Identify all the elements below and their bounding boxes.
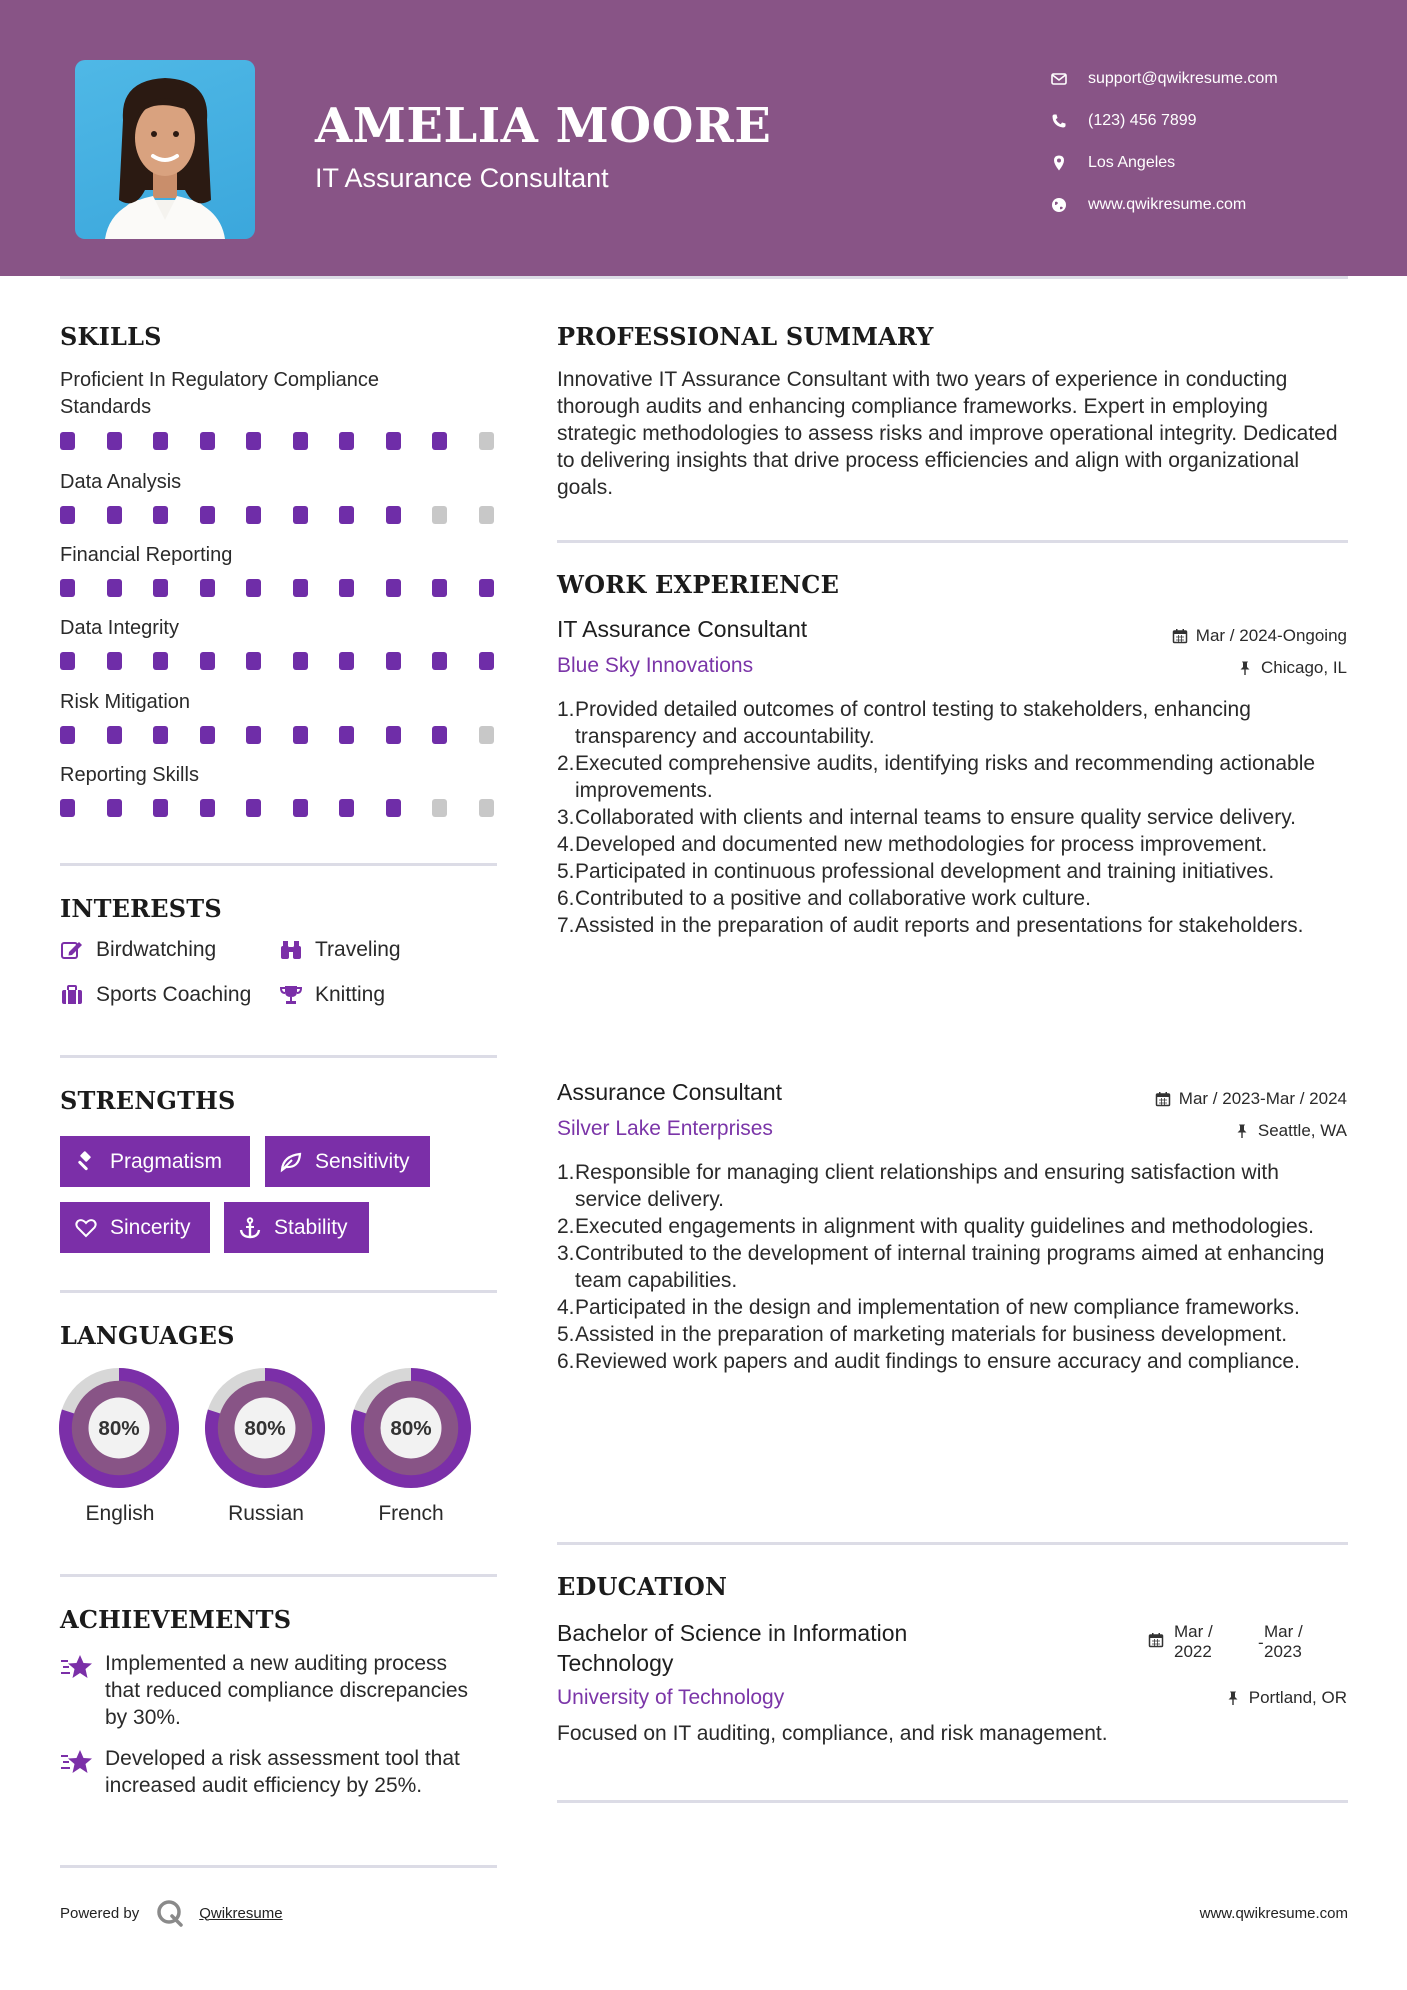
profile-photo-illustration xyxy=(75,60,255,239)
language-ring xyxy=(58,1366,180,1490)
rating-dot-filled xyxy=(386,799,401,817)
section-divider xyxy=(60,1865,497,1868)
job-bullet: 7. Assisted in the preparation of audit reports and presentations for stakeholders. xyxy=(557,914,1304,937)
section-divider xyxy=(60,863,497,866)
experience-heading: WORK EXPERIENCE xyxy=(557,570,840,599)
rating-dot-filled xyxy=(432,432,447,450)
skill-rating xyxy=(60,799,500,817)
rating-dot-filled xyxy=(200,726,215,744)
rating-dot-filled xyxy=(432,579,447,597)
interest-item xyxy=(279,983,385,1007)
phone-icon xyxy=(1050,112,1068,130)
rating-dot-filled xyxy=(107,506,122,524)
rating-dot-filled xyxy=(479,579,494,597)
job-date-text: Mar / 2023-Mar / 2024 xyxy=(1178,1089,1347,1108)
calendar-icon xyxy=(1172,628,1188,644)
section-divider xyxy=(60,1290,497,1293)
rating-dot-filled xyxy=(339,579,354,597)
briefcase-icon xyxy=(60,983,84,1007)
skill-name: Data Integrity xyxy=(60,617,179,639)
rating-dot-filled xyxy=(386,506,401,524)
rating-dot-filled xyxy=(200,652,215,670)
profile-photo xyxy=(75,60,255,239)
language-ring xyxy=(204,1366,326,1490)
rating-dot-filled xyxy=(60,652,75,670)
section-divider xyxy=(557,1800,1348,1803)
rating-dot-filled xyxy=(107,432,122,450)
contact-phone-text: (123) 456 7899 xyxy=(1088,112,1197,129)
section-divider xyxy=(557,1542,1348,1545)
rating-dot-filled xyxy=(107,726,122,744)
candidate-title: IT Assurance Consultant xyxy=(315,163,609,193)
job-bullet: 1. Provided detailed outcomes of control testing to stakeholders, enhancing transparency and accountability. xyxy=(557,698,1251,748)
language-ring xyxy=(350,1366,472,1490)
contact-list xyxy=(1050,58,1278,226)
rating-dot-filled xyxy=(246,652,261,670)
job-bullet: 2. Executed comprehensive audits, identifying risks and recommending actionable improvements. xyxy=(557,752,1316,802)
company-name: Silver Lake Enterprises xyxy=(557,1117,773,1140)
achievement-text: Developed a risk assessment tool that increased audit efficiency by 25%. xyxy=(105,1747,460,1797)
education-start-date: Mar / 2022 xyxy=(1174,1622,1213,1661)
rating-dot-filled xyxy=(200,432,215,450)
rating-dot-filled xyxy=(386,579,401,597)
education-heading: EDUCATION xyxy=(557,1572,728,1601)
education-end-date: Mar / 2023 xyxy=(1264,1622,1303,1661)
candidate-name: AMELIA MOORE xyxy=(315,98,772,154)
strengths-heading: STRENGTHS xyxy=(60,1086,236,1115)
skill-name: Data Analysis xyxy=(60,471,182,493)
rating-dot-filled xyxy=(60,506,75,524)
languages-heading: LANGUAGES xyxy=(60,1321,235,1350)
heart-icon xyxy=(74,1216,98,1240)
rating-dot-filled xyxy=(339,506,354,524)
anchor-icon xyxy=(238,1216,262,1240)
rating-dot-filled xyxy=(60,432,75,450)
skill-rating xyxy=(60,506,500,524)
rating-dot-filled xyxy=(246,726,261,744)
rating-dot-filled xyxy=(153,506,168,524)
globe-icon xyxy=(1050,196,1068,214)
strength-tag xyxy=(60,1136,250,1187)
pencil-square-icon xyxy=(60,938,84,962)
contact-email[interactable] xyxy=(1050,58,1278,100)
rating-dot-filled xyxy=(293,506,308,524)
header-divider xyxy=(60,276,1348,279)
interest-label: Traveling xyxy=(315,938,401,961)
language-name: English xyxy=(85,1502,155,1525)
education-date-separator: - xyxy=(1258,1633,1264,1652)
rating-dot-filled xyxy=(293,799,308,817)
resume-header xyxy=(0,0,1407,276)
rating-dot-filled xyxy=(293,652,308,670)
rating-dot-empty xyxy=(432,799,447,817)
contact-website[interactable] xyxy=(1050,184,1278,226)
skill-name: Proficient In Regulatory Compliance Standards xyxy=(60,369,380,418)
job-bullets xyxy=(557,696,1347,939)
rating-dot-empty xyxy=(479,506,494,524)
achievement-text: Implemented a new auditing process that reduced compliance discrepancies by 30%. xyxy=(105,1652,469,1729)
rating-dot-filled xyxy=(246,432,261,450)
leaf-icon xyxy=(279,1150,303,1174)
language-name: French xyxy=(378,1502,444,1525)
pushpin-icon xyxy=(1234,1123,1250,1139)
rating-dot-filled xyxy=(107,579,122,597)
skill-rating xyxy=(60,652,500,670)
contact-location-text: Los Angeles xyxy=(1088,154,1176,171)
section-divider xyxy=(60,1574,497,1577)
footer-website[interactable]: www.qwikresume.com xyxy=(1199,1905,1348,1922)
rating-dot-filled xyxy=(339,799,354,817)
achievement-item xyxy=(60,1650,480,1731)
rating-dot-filled xyxy=(293,579,308,597)
rating-dot-empty xyxy=(432,506,447,524)
strength-tag xyxy=(265,1136,430,1187)
school-name: University of Technology xyxy=(557,1686,785,1709)
footer-branding xyxy=(60,1898,283,1928)
rating-dot-filled xyxy=(246,579,261,597)
school-location-text: Portland, OR xyxy=(1248,1688,1347,1707)
rating-dot-filled xyxy=(200,579,215,597)
school-location xyxy=(1225,1688,1347,1708)
rating-dot-filled xyxy=(153,726,168,744)
degree-title: Bachelor of Science in Information Technology xyxy=(557,1620,908,1676)
map-pin-icon xyxy=(1050,154,1068,172)
rating-dot-filled xyxy=(386,652,401,670)
star-icon xyxy=(60,1747,94,1777)
rating-dot-filled xyxy=(339,652,354,670)
contact-website-text: www.qwikresume.com xyxy=(1088,196,1247,213)
job-bullet: 4. Participated in the design and implementation of new compliance frameworks. xyxy=(557,1296,1300,1319)
job-title: Assurance Consultant xyxy=(557,1079,783,1105)
skill-name: Financial Reporting xyxy=(60,544,233,566)
rating-dot-filled xyxy=(153,652,168,670)
interest-label: Sports Coaching xyxy=(96,983,252,1006)
rating-dot-filled xyxy=(60,579,75,597)
interest-label: Birdwatching xyxy=(96,938,217,961)
job-date xyxy=(1155,1089,1347,1109)
rating-dot-filled xyxy=(60,726,75,744)
trophy-icon xyxy=(279,983,303,1007)
education-dates xyxy=(1148,1622,1348,1662)
skill-rating xyxy=(60,432,500,450)
rating-dot-empty xyxy=(479,726,494,744)
calendar-icon xyxy=(1155,1091,1171,1107)
contact-phone[interactable] xyxy=(1050,100,1278,142)
language-percent: 80% xyxy=(244,1416,286,1440)
rating-dot-filled xyxy=(293,726,308,744)
rating-dot-filled xyxy=(386,726,401,744)
star-icon xyxy=(60,1652,94,1682)
summary-heading: PROFESSIONAL SUMMARY xyxy=(557,322,934,351)
rating-dot-filled xyxy=(432,726,447,744)
language-name: Russian xyxy=(228,1502,304,1525)
pushpin-icon xyxy=(1225,1690,1241,1706)
job-bullets xyxy=(557,1159,1347,1375)
rating-dot-filled xyxy=(107,652,122,670)
pushpin-icon xyxy=(1237,660,1253,676)
job-bullet: 1. Responsible for managing client relationships and ensuring satisfaction with service delivery. xyxy=(557,1161,1279,1211)
rating-dot-filled xyxy=(153,432,168,450)
rating-dot-filled xyxy=(153,579,168,597)
summary-text: Innovative IT Assurance Consultant with two years of experience in conducting thorough audits and enhancing compliance frameworks. Expert in employing strategic methodologies to assess risks and improve operational integrity. Dedicated to delivering insights that drive process efficiencies and align with organizational goals. xyxy=(557,368,1338,499)
interest-item xyxy=(60,938,216,962)
achievements-heading: ACHIEVEMENTS xyxy=(60,1605,292,1634)
strength-label: Sensitivity xyxy=(315,1149,410,1173)
company-name: Blue Sky Innovations xyxy=(557,654,754,677)
job-location xyxy=(1234,1121,1347,1141)
job-bullet: 6. Reviewed work papers and audit findings to ensure accuracy and compliance. xyxy=(557,1350,1300,1373)
binoculars-icon xyxy=(279,938,303,962)
rating-dot-filled xyxy=(200,506,215,524)
language-percent: 80% xyxy=(98,1416,140,1440)
skills-heading: SKILLS xyxy=(60,322,162,351)
rating-dot-filled xyxy=(246,799,261,817)
skill-name: Reporting Skills xyxy=(60,764,199,786)
interest-item xyxy=(279,938,401,962)
interests-heading: INTERESTS xyxy=(60,894,222,923)
job-bullet: 4. Developed and documented new methodologies for process improvement. xyxy=(557,833,1268,856)
job-date-text: Mar / 2024-Ongoing xyxy=(1195,626,1347,645)
skill-rating xyxy=(60,726,500,744)
job-title: IT Assurance Consultant xyxy=(557,616,808,642)
job-location xyxy=(1237,658,1347,678)
job-bullet: 3. Collaborated with clients and internal teams to ensure quality service delivery. xyxy=(557,806,1296,829)
strength-tag xyxy=(60,1202,210,1253)
section-divider xyxy=(557,540,1348,543)
job-bullet: 5. Participated in continuous professional development and training initiatives. xyxy=(557,860,1275,883)
brand-link[interactable]: Qwikresume xyxy=(199,1904,283,1922)
rating-dot-empty xyxy=(479,432,494,450)
rating-dot-filled xyxy=(200,799,215,817)
skill-name: Risk Mitigation xyxy=(60,691,191,713)
contact-location xyxy=(1050,142,1278,184)
envelope-icon xyxy=(1050,70,1068,88)
contact-email-text: support@qwikresume.com xyxy=(1088,70,1278,87)
rating-dot-filled xyxy=(107,799,122,817)
rating-dot-filled xyxy=(432,652,447,670)
rating-dot-filled xyxy=(293,432,308,450)
rating-dot-filled xyxy=(153,799,168,817)
strength-label: Stability xyxy=(274,1215,348,1239)
education-description: Focused on IT auditing, compliance, and risk management. xyxy=(557,1722,1108,1745)
strength-tag xyxy=(224,1202,369,1253)
strength-label: Sincerity xyxy=(110,1215,191,1239)
rating-dot-empty xyxy=(479,799,494,817)
job-location-text: Seattle, WA xyxy=(1257,1121,1347,1140)
interest-item xyxy=(60,983,251,1007)
rating-dot-filled xyxy=(386,432,401,450)
gavel-icon xyxy=(74,1150,98,1174)
achievement-item xyxy=(60,1745,480,1799)
interest-label: Knitting xyxy=(315,983,386,1006)
rating-dot-filled xyxy=(60,799,75,817)
job-location-text: Chicago, IL xyxy=(1261,658,1347,677)
qwikresume-logo-icon xyxy=(155,1898,185,1928)
job-bullet: 3. Contributed to the development of internal training programs aimed at enhancing team capabilities. xyxy=(557,1242,1325,1292)
rating-dot-filled xyxy=(479,652,494,670)
powered-by-text: Powered by xyxy=(60,1904,140,1922)
job-bullet: 6. Contributed to a positive and collaborative work culture. xyxy=(557,887,1091,910)
rating-dot-filled xyxy=(246,506,261,524)
job-bullet: 5. Assisted in the preparation of marketing materials for business development. xyxy=(557,1323,1288,1346)
calendar-icon xyxy=(1148,1632,1164,1648)
job-bullet: 2. Executed engagements in alignment with quality guidelines and methodologies. xyxy=(557,1215,1314,1238)
section-divider xyxy=(60,1055,497,1058)
strength-label: Pragmatism xyxy=(110,1149,223,1173)
job-date xyxy=(1172,626,1347,646)
language-percent: 80% xyxy=(390,1416,432,1440)
rating-dot-filled xyxy=(339,432,354,450)
skill-rating xyxy=(60,579,500,597)
rating-dot-filled xyxy=(339,726,354,744)
